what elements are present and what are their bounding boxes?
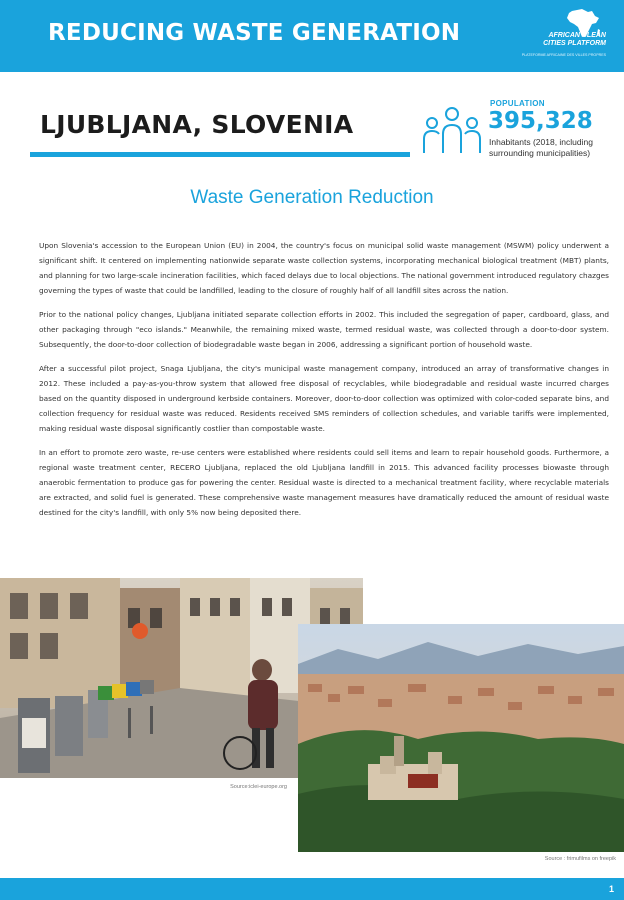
city-photo-caption: Source : frimufilms on freepik [544, 856, 616, 862]
population-label: POPULATION [490, 99, 545, 108]
paragraph: After a successful pilot project, Snaga Ljubljana, the city's municipal waste management company, introduced an array of transformative changes in 2012. These included a pay-as-you-throw system that allowed free disposal of recyclables, while biodegradable and residual waste incurred charges based on the quantity disposed in underground kerbside containers. Moreover, door-to-door collection was optimized with color-coded separate bins, and collection frequency for residual waste was reduced. Residents received SMS reminders of collection schedules, and variable tariffs were implemented, making residual waste disposal significantly costlier than compostable waste. [39, 364, 609, 433]
population-note: Inhabitants (2018, including surrounding municipalities) [489, 137, 593, 158]
logo-tagline: PLATEFORME AFRICAINE DES VILLES PROPRES [521, 53, 606, 57]
people-group-icon [422, 106, 482, 156]
paragraph: Prior to the national policy changes, Ljubljana initiated separate collection efforts in 2002. This included the segregation of paper, cardboard, glass, and other packaging through "eco islands." Meanwhile, the remaining mixed waste, termed residual waste, was collected through a door-to-door system. Subsequently, the door-to-door collection of biodegradable waste began in 2006, addressing a significant portion of household waste. [39, 310, 609, 349]
footer-bar [0, 878, 624, 900]
title-underline [30, 152, 410, 157]
city-title: LJUBLJANA, SLOVENIA [40, 110, 354, 139]
section-heading: Waste Generation Reduction [190, 187, 434, 208]
logo-line-1: AFRICAN CLEAN [548, 32, 606, 39]
street-photo-caption: Source:iclei-europe.org [230, 784, 287, 790]
article-body [39, 238, 609, 529]
paragraph: Upon Slovenia's accession to the European Union (EU) in 2004, the country's focus on municipal solid waste management (MSWM) policy underwent a significant shift. It centered on implementing nationwide separate waste collection systems, incorporating mechanical biological treatment (MBT) plants, and planning for two large-scale incineration facilities, which faced delays due to local objections. The national government introduced regulatory chazges governing the types of waste that could be landfilled, leading to the closure of roughly half of all landfill sites across the nation. [39, 241, 609, 295]
population-value: 395,328 [488, 108, 593, 134]
page-number: 1 [608, 884, 614, 894]
header-banner [0, 0, 624, 72]
ljubljana-castle-aerial-photo [298, 624, 624, 852]
paragraph: In an effort to promote zero waste, re-use centers were established where residents could sell items and learn to repair household goods. Furthermore, a regional waste treatment center, RECERO Ljubljana, replaced the old Ljubljana landfill in 2015. This advanced facility processes biowaste through anaerobic fermentation to produce gas for powering the center. Residual waste is directed to a mechanical treatment facility, where recyclable materials are extracted, and solid fuel is generated. These comprehensive waste management measures have dramatically reduced the amount of residual waste destined for the city's landfill, with only 5% now being deposited there. [39, 448, 609, 517]
page-banner-title: REDUCING WASTE GENERATION [48, 20, 461, 46]
platform-logo [518, 8, 610, 66]
city-photo-illustration [298, 624, 624, 852]
logo-wordmark [524, 32, 606, 48]
logo-line-2: CITIES PLATFORM [543, 40, 606, 47]
